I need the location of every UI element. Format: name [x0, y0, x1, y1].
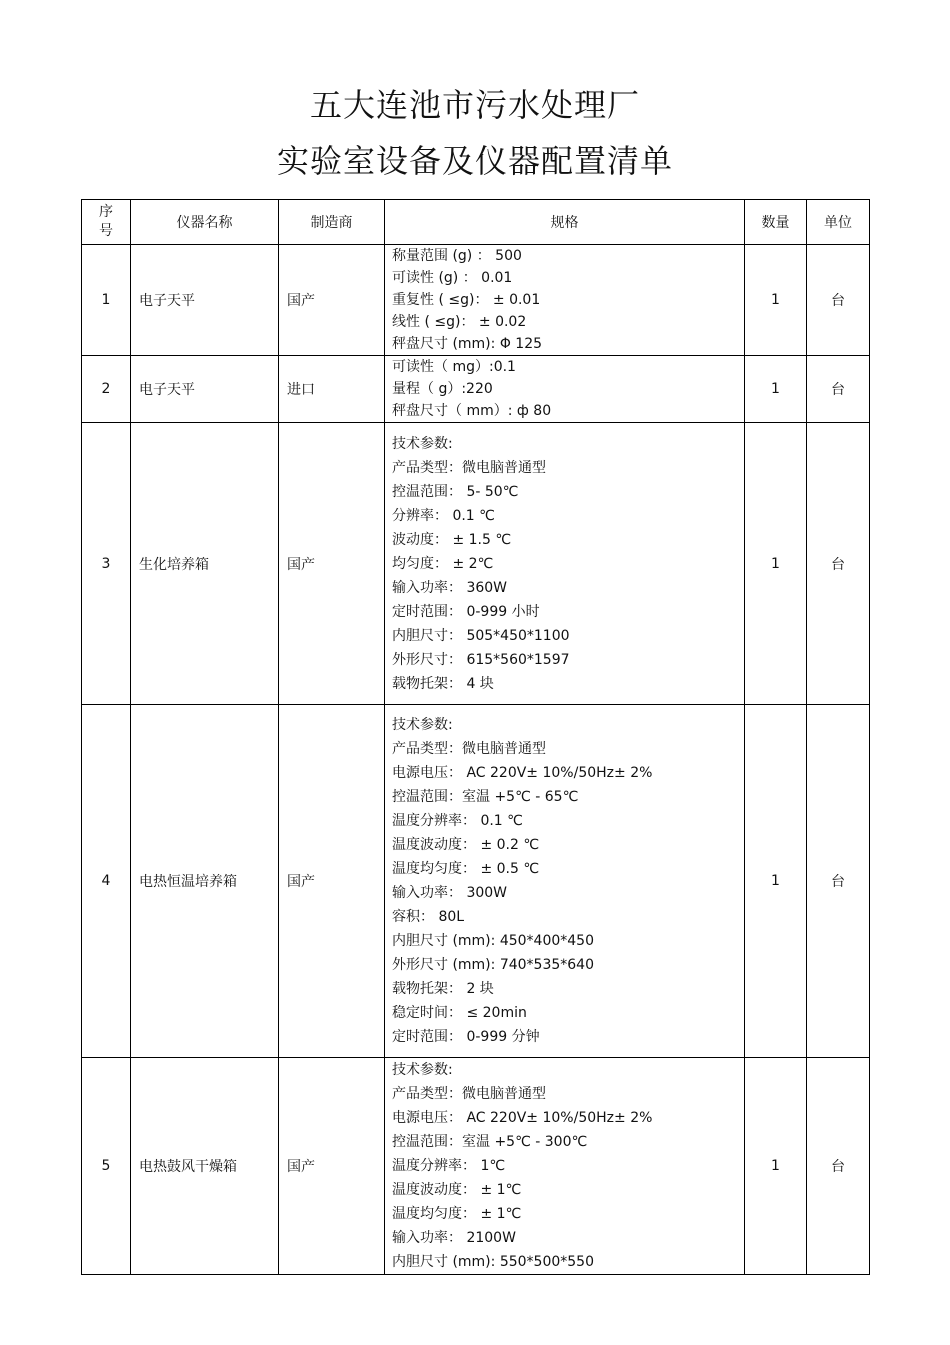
spec-line: 内胆尺寸： 505*450*1100: [392, 627, 570, 644]
cell-spec: [385, 245, 745, 356]
spec-line: 输入功率： 360W: [392, 579, 508, 596]
spec-line: 线性 ( ≤g)： ± 0.02: [392, 314, 527, 330]
spec-line: 温度分辨率： 0.1 ℃: [392, 813, 523, 829]
cell-qty: 1: [745, 245, 807, 356]
document-title-line-2: 实验室设备及仪器配置清单: [276, 142, 673, 180]
spec-line: 分辨率： 0.1 ℃: [392, 507, 495, 524]
spec-line: 温度波动度： ± 0.2 ℃: [392, 837, 540, 853]
cell-seq: 2: [82, 356, 131, 423]
cell-qty: 1: [745, 1058, 807, 1275]
cell-maker: 国产: [279, 423, 385, 705]
equipment-table: [81, 199, 870, 1275]
spec-line: 技术参数:: [392, 1062, 453, 1078]
cell-seq: 5: [82, 1058, 131, 1275]
spec-line: 温度均匀度： ± 0.5 ℃: [392, 861, 540, 877]
header-spec: 规格: [385, 200, 745, 245]
spec-line: 技术参数:: [392, 435, 453, 452]
spec-line: 可读性（ mg）:0.1: [392, 359, 516, 375]
header-name: 仪器名称: [131, 200, 279, 245]
header-maker: 制造商: [279, 200, 385, 245]
cell-seq: 1: [82, 245, 131, 356]
spec-line: 控温范围：室温 +5℃ - 65℃: [392, 789, 579, 805]
spec-line: 载物托架： 4 块: [392, 675, 494, 692]
cell-name: 电子天平: [131, 245, 279, 356]
spec-line: 波动度： ± 1.5 ℃: [392, 531, 512, 548]
spec-line: 秤盘尺寸（ mm）: ф 80: [392, 403, 552, 419]
spec-line: 产品类型：微电脑普通型: [392, 741, 546, 757]
spec-line: 稳定时间： ≤ 20min: [392, 1005, 527, 1021]
spec-line: 输入功率： 300W: [392, 885, 508, 901]
spec-line: 内胆尺寸 (mm): 550*500*550: [392, 1254, 594, 1270]
table-row: [82, 705, 870, 1058]
cell-name: 电热恒温培养箱: [131, 705, 279, 1058]
spec-line: 控温范围： 5- 50℃: [392, 483, 519, 500]
cell-spec: [385, 356, 745, 423]
document-title-line-1: 五大连池市污水处理厂: [309, 86, 640, 124]
cell-seq: 4: [82, 705, 131, 1058]
cell-unit: 台: [807, 356, 870, 423]
table-row: [82, 356, 870, 423]
spec-line: 容积： 80L: [392, 909, 465, 925]
header-seq: [82, 200, 131, 245]
table-row: [82, 423, 870, 705]
spec-line: 载物托架： 2 块: [392, 981, 494, 997]
header-seq-line-2: 号: [99, 223, 113, 239]
spec-line: 可读性 (g) ： 0.01: [392, 270, 513, 286]
spec-line: 外形尺寸 (mm): 740*535*640: [392, 957, 594, 973]
cell-spec: [385, 423, 745, 705]
cell-unit: 台: [807, 705, 870, 1058]
spec-line: 控温范围：室温 +5℃ - 300℃: [392, 1134, 588, 1150]
spec-line: 定时范围： 0-999 小时: [392, 603, 540, 620]
spec-line: 称量范围 (g) ： 500: [392, 248, 522, 264]
header-seq-line-1: 序: [99, 204, 113, 220]
cell-name: 电子天平: [131, 356, 279, 423]
spec-line: 温度波动度： ± 1℃: [392, 1182, 522, 1198]
cell-spec: [385, 1058, 745, 1275]
cell-maker: 国产: [279, 705, 385, 1058]
cell-maker: 国产: [279, 245, 385, 356]
spec-line: 重复性 ( ≤g)： ± 0.01: [392, 292, 541, 308]
cell-maker: 国产: [279, 1058, 385, 1275]
spec-line: 温度分辨率： 1℃: [392, 1158, 506, 1174]
cell-qty: 1: [745, 705, 807, 1058]
cell-name: 生化培养箱: [131, 423, 279, 705]
spec-line: 温度均匀度： ± 1℃: [392, 1206, 522, 1222]
table-row: [82, 1058, 870, 1275]
cell-unit: 台: [807, 245, 870, 356]
header-qty: 数量: [745, 200, 807, 245]
cell-name: 电热鼓风干燥箱: [131, 1058, 279, 1275]
spec-line: 输入功率： 2100W: [392, 1230, 516, 1246]
cell-maker: 进口: [279, 356, 385, 423]
spec-line: 量程（ g）:220: [392, 381, 493, 397]
cell-unit: 台: [807, 1058, 870, 1275]
spec-line: 外形尺寸： 615*560*1597: [392, 651, 570, 668]
table-header-row: [82, 200, 870, 245]
spec-line: 内胆尺寸 (mm): 450*400*450: [392, 933, 594, 949]
spec-line: 产品类型：微电脑普通型: [392, 1086, 546, 1102]
cell-qty: 1: [745, 356, 807, 423]
spec-line: 秤盘尺寸 (mm): Φ 125: [392, 336, 543, 352]
spec-line: 电源电压： AC 220V± 10%/50Hz± 2%: [392, 765, 653, 781]
cell-spec: [385, 705, 745, 1058]
table-row: [82, 245, 870, 356]
spec-line: 定时范围： 0-999 分钟: [392, 1029, 540, 1045]
cell-seq: 3: [82, 423, 131, 705]
header-unit: 单位: [807, 200, 870, 245]
cell-unit: 台: [807, 423, 870, 705]
spec-line: 均匀度： ± 2℃: [392, 555, 494, 572]
spec-line: 电源电压： AC 220V± 10%/50Hz± 2%: [392, 1110, 653, 1126]
cell-qty: 1: [745, 423, 807, 705]
spec-line: 技术参数:: [392, 717, 453, 733]
spec-line: 产品类型：微电脑普通型: [392, 459, 546, 476]
